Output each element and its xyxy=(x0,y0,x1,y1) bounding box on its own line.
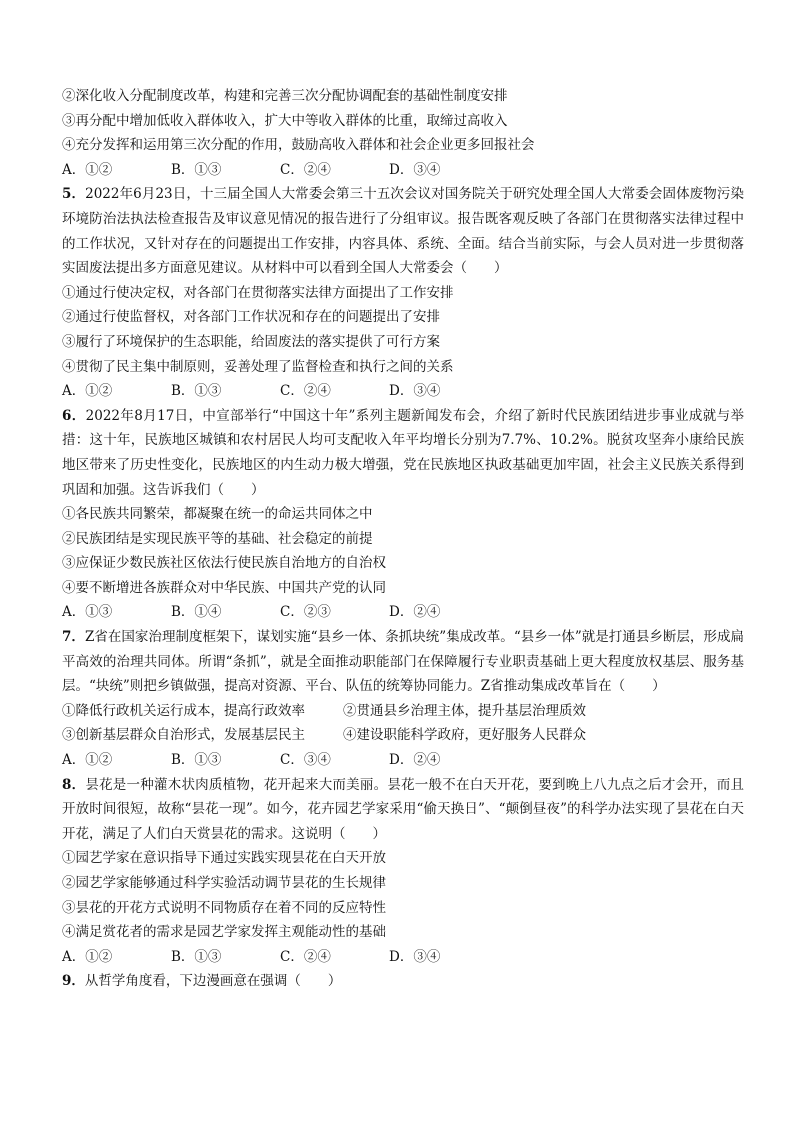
q7-items-row-1 xyxy=(62,699,744,724)
question-5 xyxy=(62,182,744,403)
q6-option-b: B．①④ xyxy=(171,604,222,621)
q6-option-a: A．①③ xyxy=(62,604,113,621)
q5-stem xyxy=(62,182,744,280)
q8-option-a: A．①② xyxy=(62,948,113,965)
q7-items-row-2 xyxy=(62,723,744,748)
q7-options xyxy=(62,748,744,773)
q8-item-1: ①园艺学家在意识指导下通过实践实现昙花在白天开放 xyxy=(62,850,386,867)
q8-item-4: ④满足赏花者的需求是园艺学家发挥主观能动性的基础 xyxy=(62,924,386,941)
q4-item-3: ③再分配中增加低收入群体收入，扩大中等收入群体的比重，取缔过高收入 xyxy=(62,112,508,129)
q4-option-b: B．①③ xyxy=(171,161,222,178)
q8-item-3: ③昙花的开花方式说明不同物质存在着不同的反应特性 xyxy=(62,899,386,916)
q6-option-c: C．②③ xyxy=(280,604,331,621)
q8-stem-text: 昙花是一种灌木状肉质植物，花开起来大而美丽。昙花一般不在白天开花，要到晚上八九点之后才会开，而且开放时间很短，故称“昙花一现”。如今，花卉园艺学家采用“偷天换日”、“颠倒昼夜”的科学办法实现了昙花在白天开花，满足了人们白天赏昙花的需求。这说明（ ） xyxy=(62,776,744,842)
q8-stem xyxy=(62,773,744,847)
q6-number: 6． xyxy=(62,407,86,424)
q8-options xyxy=(62,945,744,970)
q5-item-4: ④贯彻了民主集中制原则，妥善处理了监督检查和执行之间的关系 xyxy=(62,358,454,375)
q8-option-d: D．③④ xyxy=(389,948,441,965)
question-7 xyxy=(62,625,744,773)
q7-item-2: ②贯通县乡治理主体，提升基层治理质效 xyxy=(343,702,586,719)
q7-item-1: ①降低行政机关运行成本，提高行政效率 xyxy=(62,702,305,719)
q4-option-d: D．③④ xyxy=(389,161,441,178)
q8-option-c: C．②④ xyxy=(280,948,331,965)
q7-item-3: ③创新基层群众自治形式，发展基层民主 xyxy=(62,727,305,744)
q4-tail xyxy=(62,84,744,182)
q6-item-2: ②民族团结是实现民族平等的基础、社会稳定的前提 xyxy=(62,530,373,547)
q5-number: 5． xyxy=(62,186,86,203)
q5-item-2: ②通过行使监督权，对各部门工作状况和存在的问题提出了安排 xyxy=(62,309,440,326)
q5-option-a: A．①② xyxy=(62,383,113,400)
q7-stem xyxy=(62,625,744,699)
q7-option-d: D．②④ xyxy=(389,752,441,769)
q9-number: 9． xyxy=(62,973,85,990)
q4-option-a: A．①② xyxy=(62,161,113,178)
q6-item-1: ①各民族共同繁荣，都凝聚在统一的命运共同体之中 xyxy=(62,506,373,523)
question-6 xyxy=(62,404,744,625)
q9-stem xyxy=(62,969,744,994)
q8-number: 8． xyxy=(62,776,86,793)
q4-option-c: C．②④ xyxy=(280,161,331,178)
q5-option-d: D．③④ xyxy=(389,383,441,400)
q7-item-4: ④建设职能科学政府，更好服务人民群众 xyxy=(343,727,586,744)
q7-number: 7． xyxy=(62,629,85,646)
q6-options xyxy=(62,600,744,625)
q7-stem-text: Z省在国家治理制度框架下，谋划实施“县乡一体、条抓块统”集成改革。“县乡一体”就是打通县乡断层，形成扁平高效的治理共同体。所谓“条抓”，就是全面推动职能部门在保障履行专业职责基础上更大程度放权基层、服务基层。“块统”则把乡镇做强，提高对资源、平台、队伍的统筹协同能力。Z省推动集成改革旨在（ ） xyxy=(62,629,744,695)
q5-item-3: ③履行了环境保护的生态职能，给固废法的落实提供了可行方案 xyxy=(62,333,440,350)
q6-option-d: D．②④ xyxy=(389,604,441,621)
q6-item-4: ④要不断增进各族群众对中华民族、中国共产党的认同 xyxy=(62,579,386,596)
q8-item-2: ②园艺学家能够通过科学实验活动调节昙花的生长规律 xyxy=(62,875,386,891)
q4-options xyxy=(62,158,744,183)
exam-page xyxy=(62,84,744,994)
q5-option-b: B．①③ xyxy=(171,383,222,400)
question-8 xyxy=(62,773,744,970)
q9-stem-text: 从哲学角度看，下边漫画意在强调（ ） xyxy=(84,973,342,990)
q5-options xyxy=(62,379,744,404)
q6-item-3: ③应保证少数民族社区依法行使民族自治地方的自治权 xyxy=(62,555,386,572)
q8-option-b: B．①③ xyxy=(171,948,222,965)
q7-option-a: A．①② xyxy=(62,752,113,769)
q5-item-1: ①通过行使决定权，对各部门在贯彻落实法律方面提出了工作安排 xyxy=(62,284,454,301)
q6-stem xyxy=(62,404,744,502)
q5-option-c: C．②④ xyxy=(280,383,331,400)
q6-stem-text: 2022年8月17日，中宣部举行“中国这十年”系列主题新闻发布会，介绍了新时代民族团结进步事业成就与举措：这十年，民族地区城镇和农村居民人均可支配收入年平均增长分别为7.7%、10.2%。脱贫攻坚奔小康给民族地区带来了历史性变化，民族地区的内生动力极大增强，党在民族地区执政基础更加牢固，社会主义民族关系得到巩固和加强。这告诉我们（ ） xyxy=(62,407,744,498)
q4-item-4: ④充分发挥和运用第三次分配的作用，鼓励高收入群体和社会企业更多回报社会 xyxy=(62,137,535,154)
question-9 xyxy=(62,969,744,994)
q5-stem-text: 2022年6月23日，十三届全国人大常委会第三十五次会议对国务院关于研究处理全国人大常委会固体废物污染环境防治法执法检查报告及审议意见情况的报告进行了分组审议。报告既客观反映了各部门在贯彻落实法律过程中的工作状况，又针对存在的问题提出工作安排，内容具体、系统、全面。结合当前实际，与会人员对进一步贯彻落实固废法提出多方面意见建议。从材料中可以看到全国人大常委会（ ） xyxy=(62,186,744,277)
q7-option-b: B．①③ xyxy=(171,752,222,769)
q7-option-c: C．③④ xyxy=(280,752,331,769)
q4-item-2: ②深化收入分配制度改革，构建和完善三次分配协调配套的基础性制度安排 xyxy=(62,88,508,104)
